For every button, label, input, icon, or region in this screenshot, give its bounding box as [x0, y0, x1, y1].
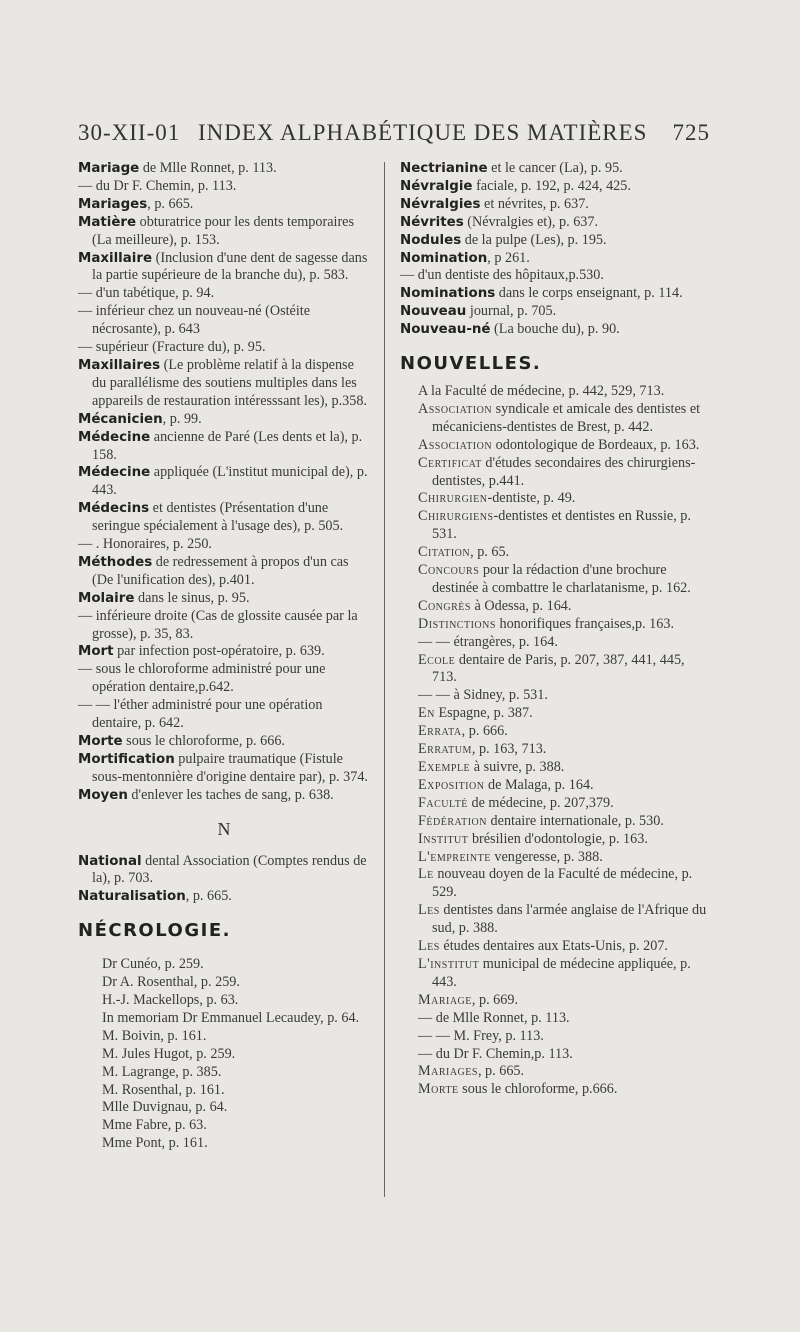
index-entry: — supérieur (Fracture du), p. 95.	[78, 339, 266, 356]
news-entry: Les dentistes dans l'armée anglaise de l'Afrique du sud, p. 388.	[418, 902, 707, 937]
obituary-entry: Mme Fabre, p. 63.	[102, 1117, 207, 1134]
index-entry: — . Honoraires, p. 250.	[78, 536, 212, 553]
index-entry: Moyen d'enlever les taches de sang, p. 638.	[78, 786, 334, 803]
news-entry: Faculté de médecine, p. 207,379.	[418, 794, 614, 811]
obituary-entry: M. Boivin, p. 161.	[102, 1027, 207, 1044]
news-entry: Concours pour la rédaction d'une brochure destinée à combattre le charlatanisme, p. 162.	[418, 562, 691, 596]
news-entry: A la Faculté de médecine, p. 442, 529, 713.	[418, 382, 665, 399]
index-entry: — inférieur chez un nouveau-né (Ostéite nécrosante), p. 643	[78, 303, 311, 338]
index-entry: Matière obturatrice pour les dents temporaires (La meilleure), p. 153.	[78, 213, 354, 248]
index-entry: Nouveau journal, p. 705.	[400, 303, 557, 320]
running-header	[78, 120, 710, 154]
right-column	[400, 160, 710, 1099]
index-entry: Mécanicien, p. 99.	[78, 410, 202, 427]
letter-heading-n: N	[217, 818, 231, 839]
obituary-entry: Mlle Duvignau, p. 64.	[102, 1099, 228, 1116]
index-entry: Nomination, p 261.	[400, 249, 530, 266]
index-entry: Médecine ancienne de Paré (Les dents et la), p. 158.	[78, 428, 363, 463]
index-entry: Naturalisation, p. 665.	[78, 888, 232, 905]
index-entry: Maxillaire (Inclusion d'une dent de sagesse dans la partie supérieure de la branche du), p. 583.	[78, 249, 368, 284]
section-heading-nouvelles: NOUVELLES.	[400, 353, 542, 375]
obituary-entry: M. Jules Hugot, p. 259.	[102, 1045, 236, 1062]
nouvelles-list	[400, 383, 710, 1099]
index-entry: Mariages, p. 665.	[78, 195, 194, 212]
news-entry: Mariage, p. 669.	[418, 991, 518, 1008]
index-entry: Mortification pulpaire traumatique (Fistule sous-mentonnière d'origine dentaire par), p. 374.	[78, 750, 368, 785]
index-entry: Nouveau-né (La bouche du), p. 90.	[400, 321, 620, 338]
index-entry: Névralgie faciale, p. 192, p. 424, 425.	[400, 177, 631, 194]
index-entry: Nectrianine et le cancer (La), p. 95.	[400, 160, 623, 176]
index-entry: — — l'éther administré pour une opération dentaire, p. 642.	[78, 697, 323, 732]
index-entry: Morte sous le chloroforme, p. 666.	[78, 733, 285, 749]
page-number: 725	[672, 120, 710, 145]
header-date: 30-XII-01	[78, 120, 181, 145]
news-entry: Morte sous le chloroforme, p.666.	[418, 1081, 618, 1098]
news-entry: Ecole dentaire de Paris, p. 207, 387, 441, 445, 713.	[418, 651, 685, 686]
news-entry: — — à Sidney, p. 531.	[418, 687, 548, 704]
news-entry: Chirurgiens-dentistes et dentistes en Russie, p. 531.	[418, 508, 691, 543]
obituary-entry: Mme Pont, p. 161.	[102, 1135, 208, 1152]
news-entry: L'empreinte vengeresse, p. 388.	[418, 848, 603, 865]
header-title: INDEX ALPHABÉTIQUE DES MATIÈRES	[198, 120, 648, 145]
obituary-entry: M. Rosenthal, p. 161.	[102, 1081, 225, 1098]
news-entry: Chirurgien-dentiste, p. 49.	[418, 490, 576, 507]
index-entry: Médecins et dentistes (Présentation d'une seringue spécialement à l'usage des), p. 505.	[78, 500, 344, 535]
obituary-entry: Dr A. Rosenthal, p. 259.	[102, 974, 240, 991]
news-entry: — du Dr F. Chemin,p. 113.	[418, 1045, 573, 1062]
news-entry: Institut brésilien d'odontologie, p. 163.	[418, 830, 648, 847]
news-entry: Association odontologique de Bordeaux, p. 163.	[418, 436, 700, 453]
obituary-entry: H.-J. Mackellops, p. 63.	[102, 991, 239, 1008]
news-entry: Congrès à Odessa, p. 164.	[418, 597, 572, 614]
news-entry: Association syndicale et amicale des dentistes et mécaniciens-dentistes de Brest, p. 442.	[418, 400, 701, 435]
news-entry: Distinctions honorifiques françaises,p. 163.	[418, 615, 675, 632]
news-entry: Exposition de Malaga, p. 164.	[418, 776, 594, 793]
obituary-entry: M. Lagrange, p. 385.	[102, 1063, 222, 1080]
index-entry: — sous le chloroforme administré pour une opération dentaire,p.642.	[78, 661, 326, 696]
column-divider	[384, 162, 385, 1197]
index-entry: — inférieure droite (Cas de glossite causée par la grosse), p. 35, 83.	[78, 607, 358, 642]
news-entry: L'institut municipal de médecine appliquée, p. 443.	[418, 955, 691, 990]
index-entry: Méthodes de redressement à propos d'un cas (De l'unification des), p.401.	[78, 553, 349, 588]
news-entry: Certificat d'études secondaires des chirurgiens-dentistes, p.441.	[418, 454, 696, 489]
news-entry: Exemple à suivre, p. 388.	[418, 759, 565, 775]
news-entry: Fédération dentaire internationale, p. 530.	[418, 812, 664, 829]
news-entry: Mariages, p. 665.	[418, 1063, 525, 1080]
left-column	[78, 160, 370, 1153]
index-entry: Molaire dans le sinus, p. 95.	[78, 589, 250, 606]
news-entry: Errata, p. 666.	[418, 723, 508, 740]
index-entry: Nominations dans le corps enseignant, p. 114.	[400, 285, 683, 302]
news-entry: — de Mlle Ronnet, p. 113.	[418, 1009, 570, 1026]
necrologie-list	[78, 956, 370, 1153]
obituary-entry: In memoriam Dr Emmanuel Lecaudey, p. 64.	[102, 1009, 360, 1026]
index-entry: — du Dr F. Chemin, p. 113.	[78, 177, 237, 194]
index-entry: — d'un dentiste des hôpitaux,p.530.	[400, 267, 604, 284]
index-entry: Névrites (Névralgies et), p. 637.	[400, 213, 599, 230]
section-heading-necrologie: NÉCROLOGIE.	[78, 920, 231, 942]
news-entry: En Espagne, p. 387.	[418, 705, 533, 722]
index-entry: Mort par infection post-opératoire, p. 639.	[78, 643, 325, 660]
news-entry: Erratum, p. 163, 713.	[418, 741, 547, 758]
obituary-entry: Dr Cunéo, p. 259.	[102, 956, 204, 973]
news-entry: — — étrangères, p. 164.	[418, 633, 558, 650]
news-entry: Le nouveau doyen de la Faculté de médecine, p. 529.	[418, 866, 693, 901]
news-entry: Citation, p. 65.	[418, 544, 510, 561]
index-entry: Mariage de Mlle Ronnet, p. 113.	[78, 160, 277, 176]
index-entry: Médecine appliquée (L'institut municipal de), p. 443.	[78, 464, 368, 499]
news-entry: — — M. Frey, p. 113.	[418, 1027, 544, 1044]
news-entry: Les études dentaires aux Etats-Unis, p. 207.	[418, 938, 668, 955]
index-entry: — d'un tabétique, p. 94.	[78, 285, 215, 302]
index-entry: Névralgies et névrites, p. 637.	[400, 195, 589, 212]
index-entry: National dental Association (Comptes rendus de la), p. 703.	[78, 852, 367, 887]
index-entry: Maxillaires (Le problème relatif à la dispense du parallélisme des soutiens multiples dans les appareils de restauration intéresssant les), p.358.	[78, 356, 367, 409]
index-entry: Nodules de la pulpe (Les), p. 195.	[400, 231, 607, 248]
